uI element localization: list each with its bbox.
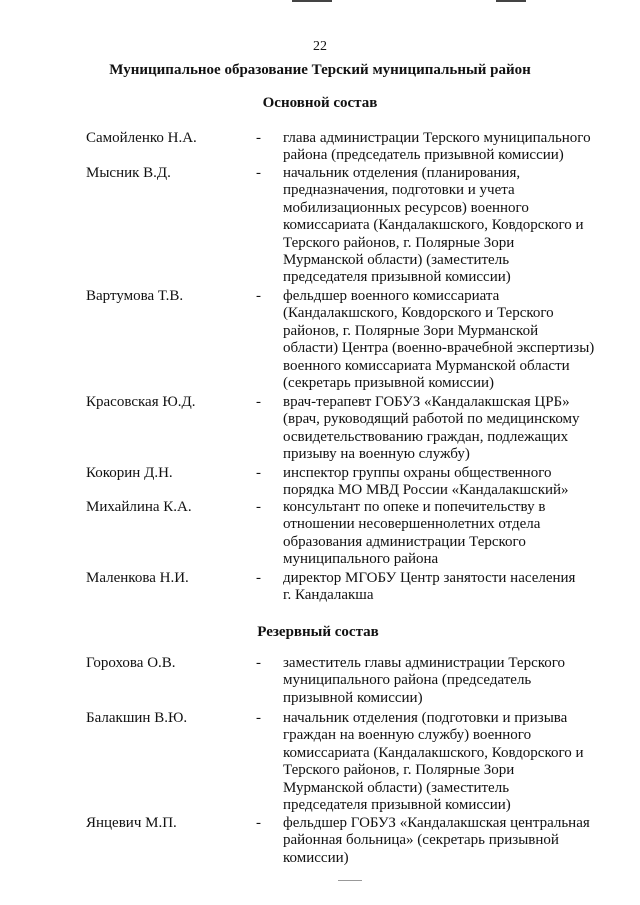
member-role: начальник отделения (подготовки и призыва граждан на военную службу) военного комиссариата (Кандалакшского, Ковдорского и Терского районов, г. Полярные Зори Мурманской области) (заместитель председателя призывной комиссии)	[283, 710, 584, 814]
member-name: Маленкова Н.И.	[86, 570, 189, 586]
member-role: фельдшер ГОБУЗ «Кандалакшская центральная районная больница» (секретарь призывной комиссии)	[283, 815, 590, 866]
member-name: Янцевич М.П.	[86, 815, 177, 831]
member-role: директор МГОБУ Центр занятости населения г. Кандалакша	[283, 570, 576, 604]
member-name: Михайлина К.А.	[86, 499, 192, 515]
member-name: Самойленко Н.А.	[86, 130, 197, 146]
member-dash: -	[256, 288, 261, 304]
member-role: начальник отделения (планирования, предназначения, подготовки и учета мобилизационных ресурсов) военного комиссариата (Кандалакшского, Ковдорского и Терского районов, г. Полярные Зори Мурманской области) (заместитель председателя призывной комиссии)	[283, 165, 584, 286]
member-name: Вартумова Т.В.	[86, 288, 184, 304]
member-dash: -	[256, 499, 261, 515]
member-dash: -	[256, 130, 261, 146]
member-name: Красовская Ю.Д.	[86, 394, 196, 410]
member-name: Кокорин Д.Н.	[86, 465, 173, 481]
member-name: Балакшин В.Ю.	[86, 710, 188, 726]
top-scan-mark-left	[292, 0, 332, 2]
member-role: заместитель главы администрации Терского муниципального района (председатель призывной комиссии)	[283, 655, 566, 706]
member-role: фельдшер военного комиссариата (Кандалакшского, Ковдорского и Терского районов, г. Полярные Зори Мурманской области) Центра (военно-врачебной экспертизы) военного комиссариата Мурманской области (секретарь призывной комиссии)	[283, 288, 595, 392]
member-role: инспектор группы охраны общественного порядка МО МВД России «Кандалакшский»	[283, 465, 569, 499]
member-role: врач-терапевт ГОБУЗ «Кандалакшская ЦРБ» (врач, руководящий работой по медицинскому освидетельствованию граждан, подлежащих призыву на военную службу)	[283, 394, 580, 463]
document-title: Муниципальное образование Терский муниципальный район	[109, 62, 531, 78]
member-role: консультант по опеке и попечительству в отношении несовершеннолетних отдела образования администрации Терского муниципального района	[283, 499, 546, 568]
member-dash: -	[256, 570, 261, 586]
member-role: глава администрации Терского муниципального района (председатель призывной комиссии)	[283, 130, 591, 164]
member-dash: -	[256, 710, 261, 726]
member-dash: -	[256, 465, 261, 481]
top-scan-mark-right	[496, 0, 526, 2]
reserve-section-heading: Резервный состав	[257, 624, 379, 640]
member-name: Горохова О.В.	[86, 655, 176, 671]
member-dash: -	[256, 394, 261, 410]
member-dash: -	[256, 815, 261, 831]
member-dash: -	[256, 165, 261, 181]
scan-smudge	[338, 880, 362, 881]
member-dash: -	[256, 655, 261, 671]
member-name: Мысник В.Д.	[86, 165, 171, 181]
main-section-heading: Основной состав	[262, 95, 378, 111]
page-number: 22	[313, 39, 327, 54]
